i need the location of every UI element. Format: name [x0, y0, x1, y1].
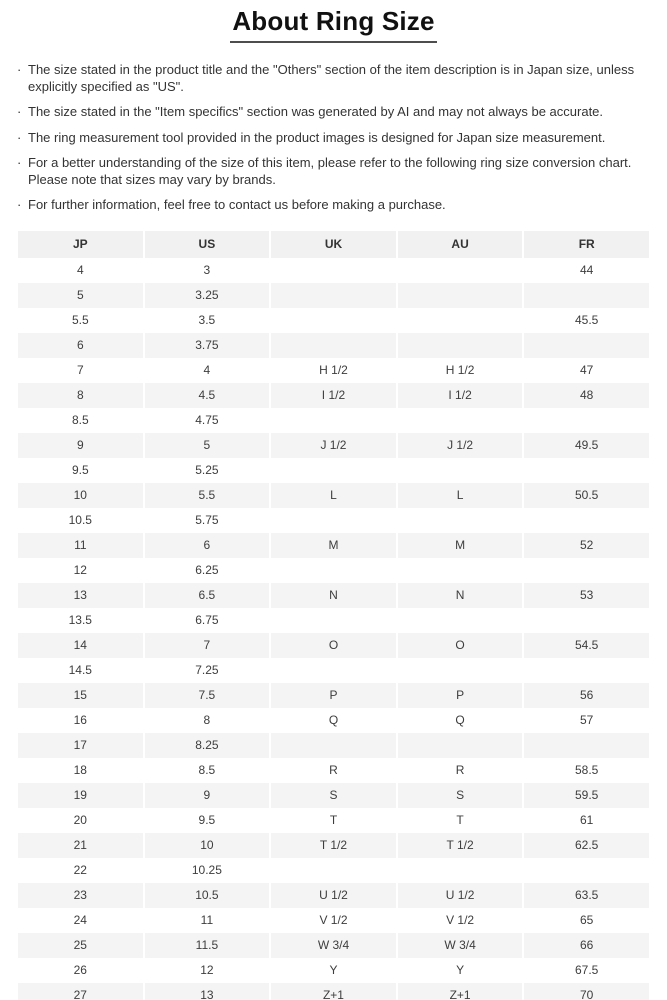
table-cell: Z+1	[271, 983, 396, 1000]
table-cell: 3	[145, 258, 270, 283]
table-cell: 10	[18, 483, 143, 508]
table-cell: 45.5	[524, 308, 649, 333]
table-cell: 5.5	[18, 308, 143, 333]
table-cell	[271, 858, 396, 883]
table-cell: 8	[18, 383, 143, 408]
table-row	[18, 458, 649, 483]
note-text: The ring measurement tool provided in the product images is designed for Japan size measurement.	[28, 129, 606, 145]
table-cell: 4.5	[145, 383, 270, 408]
table-cell: T	[271, 808, 396, 833]
table-cell: J 1/2	[398, 433, 523, 458]
table-cell: J 1/2	[271, 433, 396, 458]
table-head	[18, 231, 649, 258]
table-cell	[398, 733, 523, 758]
table-cell: P	[398, 683, 523, 708]
table-cell: Q	[398, 708, 523, 733]
table-cell: 56	[524, 683, 649, 708]
table-row	[18, 558, 649, 583]
table-cell: 5	[18, 283, 143, 308]
table-cell: 44	[524, 258, 649, 283]
table-cell	[271, 258, 396, 283]
table-cell: M	[271, 533, 396, 558]
bullet-dot: ·	[17, 129, 22, 145]
table-cell: 10.25	[145, 858, 270, 883]
table-cell	[398, 333, 523, 358]
table-cell: 8.25	[145, 733, 270, 758]
table-cell: 23	[18, 883, 143, 908]
table-cell	[271, 608, 396, 633]
table-cell: Y	[271, 958, 396, 983]
table-row	[18, 383, 649, 408]
table-cell: 11	[18, 533, 143, 558]
note-text: The size stated in the product title and the "Others" section of the item description is in Japan size, unless explicitly specified as "US".	[28, 62, 635, 94]
table-cell: 54.5	[524, 633, 649, 658]
table-cell: T 1/2	[271, 833, 396, 858]
table-cell: 65	[524, 908, 649, 933]
table-cell: 6	[18, 333, 143, 358]
table-cell	[398, 458, 523, 483]
table-cell: 52	[524, 533, 649, 558]
table-row	[18, 783, 649, 808]
table-header-cell: FR	[524, 231, 649, 258]
note-text: For a better understanding of the size of this item, please refer to the following ring size conversion chart. Please note that sizes may vary by brands.	[28, 155, 632, 187]
table-header-row	[18, 231, 649, 258]
table-row	[18, 283, 649, 308]
table-cell: 9	[145, 783, 270, 808]
table-row	[18, 358, 649, 383]
table-cell: L	[398, 483, 523, 508]
table-cell: O	[271, 633, 396, 658]
bullet-dot: ·	[17, 104, 22, 119]
table-row	[18, 808, 649, 833]
table-cell: 16	[18, 708, 143, 733]
table-cell: 5.25	[145, 458, 270, 483]
table-cell: 4	[145, 358, 270, 383]
table-cell: 66	[524, 933, 649, 958]
table-cell: Z+1	[398, 983, 523, 1000]
table-cell: 5.5	[145, 483, 270, 508]
table-cell: 12	[18, 558, 143, 583]
table-cell	[271, 733, 396, 758]
table-cell	[524, 408, 649, 433]
bullet-dot: ·	[17, 197, 22, 212]
table-cell: 26	[18, 958, 143, 983]
table-cell: S	[398, 783, 523, 808]
table-cell: S	[271, 783, 396, 808]
table-cell: O	[398, 633, 523, 658]
table-cell: P	[271, 683, 396, 708]
table-row	[18, 983, 649, 1000]
table-cell	[271, 408, 396, 433]
table-cell: 20	[18, 808, 143, 833]
table-cell	[524, 333, 649, 358]
table-cell	[398, 308, 523, 333]
table-cell	[524, 608, 649, 633]
table-row	[18, 608, 649, 633]
table-cell: 61	[524, 808, 649, 833]
table-cell: 10	[145, 833, 270, 858]
table-cell: 48	[524, 383, 649, 408]
table-row	[18, 733, 649, 758]
table-row	[18, 858, 649, 883]
table-row	[18, 583, 649, 608]
table-cell	[524, 858, 649, 883]
table-cell: Q	[271, 708, 396, 733]
table-cell: 6	[145, 533, 270, 558]
table-row	[18, 683, 649, 708]
table-cell: T	[398, 808, 523, 833]
table-cell: 53	[524, 583, 649, 608]
table-cell: R	[271, 758, 396, 783]
table-cell: 10.5	[145, 883, 270, 908]
table-header-cell: JP	[18, 231, 143, 258]
note-item	[17, 130, 649, 147]
table-cell: 5.75	[145, 508, 270, 533]
table-cell	[271, 658, 396, 683]
table-cell: 50.5	[524, 483, 649, 508]
table-cell: 11.5	[145, 933, 270, 958]
table-row	[18, 633, 649, 658]
table-cell	[524, 458, 649, 483]
table-cell	[398, 608, 523, 633]
table-cell: V 1/2	[398, 908, 523, 933]
table-cell	[524, 558, 649, 583]
table-cell: N	[398, 583, 523, 608]
table-cell: 4.75	[145, 408, 270, 433]
table-cell: 4	[18, 258, 143, 283]
table-row	[18, 333, 649, 358]
table-cell: H 1/2	[398, 358, 523, 383]
table-cell	[271, 558, 396, 583]
note-item	[17, 104, 649, 121]
table-cell: 7	[18, 358, 143, 383]
table-cell	[398, 658, 523, 683]
table-row	[18, 658, 649, 683]
table-cell: H 1/2	[271, 358, 396, 383]
table-cell: 12	[145, 958, 270, 983]
table-cell: 6.25	[145, 558, 270, 583]
table-row	[18, 708, 649, 733]
table-cell: 25	[18, 933, 143, 958]
table-row	[18, 408, 649, 433]
ring-size-conversion-table	[16, 231, 651, 1000]
table-cell: L	[271, 483, 396, 508]
table-header-cell: AU	[398, 231, 523, 258]
table-cell	[398, 408, 523, 433]
table-cell: 19	[18, 783, 143, 808]
table-cell	[271, 333, 396, 358]
table-cell	[398, 558, 523, 583]
table-cell: 7.5	[145, 683, 270, 708]
note-item	[17, 62, 649, 95]
table-cell: 3.75	[145, 333, 270, 358]
table-row	[18, 833, 649, 858]
table-cell: I 1/2	[271, 383, 396, 408]
notes-list	[16, 62, 651, 214]
table-row	[18, 883, 649, 908]
table-cell: 22	[18, 858, 143, 883]
note-item	[17, 197, 649, 214]
table-cell: 3.25	[145, 283, 270, 308]
table-cell: 13	[18, 583, 143, 608]
table-cell: 49.5	[524, 433, 649, 458]
table-cell: 70	[524, 983, 649, 1000]
note-text: For further information, feel free to contact us before making a purchase.	[28, 197, 446, 212]
table-cell: U 1/2	[271, 883, 396, 908]
table-cell: 13.5	[18, 608, 143, 633]
table-header-cell: UK	[271, 231, 396, 258]
table-cell: 8	[145, 708, 270, 733]
table-cell: 5	[145, 433, 270, 458]
table-cell: 11	[145, 908, 270, 933]
table-cell	[524, 508, 649, 533]
table-cell: W 3/4	[271, 933, 396, 958]
table-cell: 27	[18, 983, 143, 1000]
table-cell: 58.5	[524, 758, 649, 783]
table-cell: 14.5	[18, 658, 143, 683]
table-cell: 63.5	[524, 883, 649, 908]
table-row	[18, 258, 649, 283]
table-cell: 15	[18, 683, 143, 708]
table-cell: 24	[18, 908, 143, 933]
bullet-dot: ·	[17, 62, 22, 77]
table-cell: 9.5	[145, 808, 270, 833]
table-cell: V 1/2	[271, 908, 396, 933]
note-text: The size stated in the "Item specifics" section was generated by AI and may not always be accurate.	[28, 104, 604, 119]
table-cell	[271, 458, 396, 483]
table-cell: 57	[524, 708, 649, 733]
table-row	[18, 958, 649, 983]
table-cell: I 1/2	[398, 383, 523, 408]
table-cell: 13	[145, 983, 270, 1000]
table-cell	[524, 283, 649, 308]
table-cell: 9	[18, 433, 143, 458]
table-cell: 67.5	[524, 958, 649, 983]
table-cell	[398, 258, 523, 283]
table-cell: 7.25	[145, 658, 270, 683]
table-cell: 59.5	[524, 783, 649, 808]
table-row	[18, 758, 649, 783]
table-cell	[524, 733, 649, 758]
table-cell	[398, 283, 523, 308]
table-cell: 10.5	[18, 508, 143, 533]
table-cell: 62.5	[524, 833, 649, 858]
table-cell: 18	[18, 758, 143, 783]
table-row	[18, 508, 649, 533]
table-header-cell: US	[145, 231, 270, 258]
table-row	[18, 908, 649, 933]
table-row	[18, 933, 649, 958]
table-cell: 9.5	[18, 458, 143, 483]
table-row	[18, 483, 649, 508]
table-cell	[398, 858, 523, 883]
table-cell: 21	[18, 833, 143, 858]
table-cell	[398, 508, 523, 533]
table-cell	[271, 308, 396, 333]
table-cell: M	[398, 533, 523, 558]
table-cell: 47	[524, 358, 649, 383]
table-cell: Y	[398, 958, 523, 983]
bullet-dot: ·	[17, 155, 22, 170]
table-cell	[271, 283, 396, 308]
table-row	[18, 533, 649, 558]
table-cell: R	[398, 758, 523, 783]
table-cell	[271, 508, 396, 533]
table-cell: 8.5	[145, 758, 270, 783]
table-row	[18, 308, 649, 333]
note-item	[17, 155, 649, 188]
table-row	[18, 433, 649, 458]
table-cell: 7	[145, 633, 270, 658]
table-cell: U 1/2	[398, 883, 523, 908]
table-body	[18, 258, 649, 1000]
table-cell: 6.5	[145, 583, 270, 608]
table-cell	[524, 658, 649, 683]
page-title: About Ring Size	[230, 6, 436, 43]
table-cell: 17	[18, 733, 143, 758]
table-cell: 14	[18, 633, 143, 658]
table-cell: 8.5	[18, 408, 143, 433]
table-cell: N	[271, 583, 396, 608]
table-cell: 6.75	[145, 608, 270, 633]
table-cell: T 1/2	[398, 833, 523, 858]
table-cell: 3.5	[145, 308, 270, 333]
table-cell: W 3/4	[398, 933, 523, 958]
